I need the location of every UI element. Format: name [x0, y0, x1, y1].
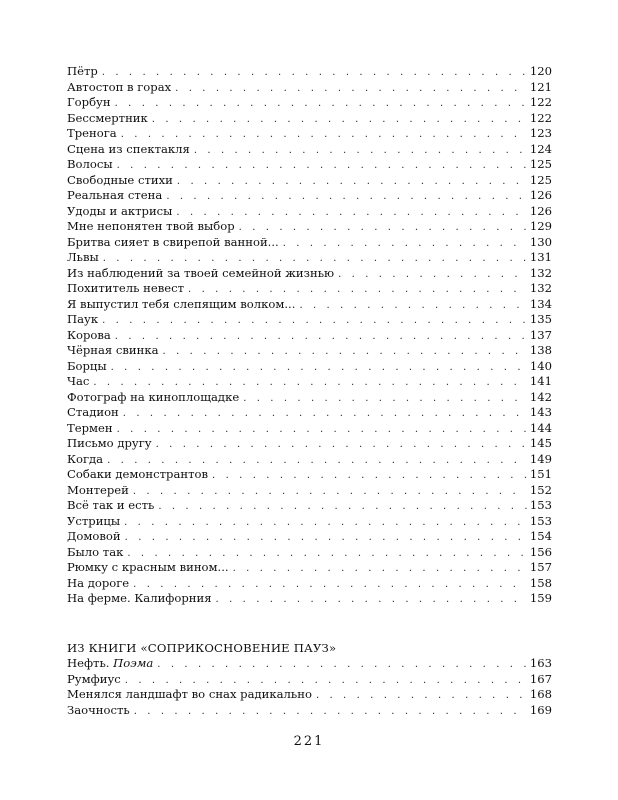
toc-entry	[67, 545, 552, 561]
toc-entry	[67, 64, 552, 80]
toc-entry	[67, 111, 552, 127]
toc-entry-page: 142	[529, 389, 552, 404]
toc-entry	[67, 250, 552, 266]
toc-entry-title	[67, 421, 117, 437]
dot-leader	[188, 282, 527, 298]
toc-entry	[67, 266, 552, 282]
dot-leader	[127, 546, 527, 562]
toc-entry-title-text: Реальная стена	[67, 188, 163, 202]
toc-entry-page: 144	[529, 420, 552, 435]
toc-entry-title-text: Сцена из спектакля	[67, 141, 190, 156]
toc-entry-title-text: Нефть.	[67, 656, 110, 670]
toc-entry-title	[67, 703, 134, 719]
toc-entry-title	[67, 560, 233, 576]
toc-entry-page: 141	[529, 374, 552, 388]
toc-entry-title-text: Похититель невест	[67, 281, 185, 295]
toc-entry-title	[67, 687, 316, 703]
dot-leader	[107, 453, 527, 469]
toc-entry-title-text: Письмо другу	[67, 436, 152, 450]
page-number: 221	[293, 734, 325, 749]
toc-entry-page: 125	[529, 157, 552, 171]
toc-entry	[67, 436, 552, 452]
toc-entry-page: 138	[529, 343, 552, 357]
toc-entry-title-text: Мне непонятен твой выбор	[67, 219, 235, 233]
toc-entry-title-text: Рюмку с красным вином...	[67, 560, 229, 574]
toc-entry-title	[67, 312, 102, 328]
toc-entry	[67, 672, 552, 688]
toc-entry	[67, 374, 552, 390]
toc-entry-title-text: На ферме. Калифорния	[67, 591, 212, 605]
dot-leader	[125, 673, 527, 689]
toc-entry-page: 135	[529, 312, 552, 326]
dot-leader	[121, 127, 527, 143]
toc-entry	[67, 687, 552, 703]
dot-leader	[134, 704, 527, 720]
section-table-of-contents	[67, 656, 552, 718]
toc-entry-page: 122	[529, 110, 552, 125]
dot-leader	[243, 391, 527, 407]
toc-entry	[67, 204, 552, 220]
toc-entry-title	[67, 436, 156, 452]
toc-entry	[67, 297, 552, 313]
toc-entry-title	[67, 235, 283, 251]
toc-entry-page: 143	[529, 405, 552, 419]
toc-entry-title	[67, 405, 123, 421]
dot-leader	[157, 657, 527, 673]
dot-leader	[133, 484, 527, 500]
dot-leader	[93, 375, 526, 391]
dot-leader	[117, 422, 527, 438]
dot-leader	[117, 158, 527, 174]
toc-entry-title-text: Волосы	[67, 157, 113, 171]
dot-leader	[176, 205, 526, 221]
toc-entry-title-text: Румфиус	[67, 671, 121, 686]
toc-entry-title-text: Когда	[67, 451, 104, 466]
toc-entry-title	[67, 281, 188, 297]
dot-leader	[124, 515, 527, 531]
toc-entry-page: 152	[529, 482, 552, 497]
toc-entry-title-text: Из наблюдений за твоей семейной жизнью	[67, 265, 335, 280]
toc-entry-page: 140	[529, 358, 552, 373]
toc-entry-title	[67, 80, 175, 96]
toc-entry-title	[67, 374, 93, 390]
toc-entry-page: 130	[529, 234, 552, 249]
toc-entry-page: 122	[529, 95, 552, 109]
dot-leader	[177, 174, 527, 190]
dot-leader	[239, 220, 527, 236]
toc-entry	[67, 235, 552, 251]
toc-entry	[67, 529, 552, 545]
section-heading: ИЗ КНИГИ «СОПРИКОСНОВЕНИЕ ПАУЗ»	[67, 641, 337, 655]
toc-entry-title	[67, 204, 176, 220]
toc-entry-page: 153	[529, 513, 552, 528]
dot-leader	[152, 112, 527, 128]
toc-entry-title-text: Горбун	[67, 95, 111, 109]
dot-leader	[166, 189, 527, 205]
toc-entry	[67, 157, 552, 173]
toc-entry-title-text: Термен	[67, 420, 113, 435]
toc-entry	[67, 188, 552, 204]
toc-entry-title	[67, 219, 239, 235]
toc-entry	[67, 281, 552, 297]
dot-leader	[283, 236, 527, 252]
toc-entry	[67, 80, 552, 96]
toc-entry-title-text: Львы	[67, 250, 99, 264]
toc-entry-title-text: Заочность	[67, 702, 130, 717]
toc-entry-page: 163	[529, 656, 552, 670]
toc-entry	[67, 343, 552, 359]
toc-entry-title-text: Борцы	[67, 358, 107, 373]
toc-entry-title-text: Бритва сияет в свирепой ванной...	[67, 234, 279, 249]
toc-entry	[67, 498, 552, 514]
dot-leader	[102, 65, 527, 81]
toc-entry-page: 123	[529, 126, 552, 140]
toc-entry	[67, 656, 552, 672]
toc-entry-page: 158	[529, 575, 552, 590]
toc-entry-title	[67, 591, 216, 607]
toc-entry-page: 167	[529, 671, 552, 686]
toc-entry-title-text: Час	[67, 374, 90, 388]
toc-entry-title-text: Фотограф на киноплощадке	[67, 389, 240, 404]
toc-entry-title-text: Было так	[67, 544, 124, 559]
dot-leader	[233, 561, 527, 577]
toc-entry-title	[67, 467, 212, 483]
toc-entry	[67, 560, 552, 576]
toc-entry-title	[67, 126, 121, 142]
toc-entry-page: 131	[529, 250, 552, 264]
toc-entry-title-text: Тренога	[67, 126, 117, 140]
toc-entry-page: 159	[529, 591, 552, 605]
toc-entry-title-text: Пётр	[67, 64, 98, 78]
toc-entry-title	[67, 390, 243, 406]
toc-entry-page: 154	[529, 529, 552, 543]
toc-entry-page: 156	[529, 544, 552, 559]
toc-entry-page: 124	[529, 141, 552, 156]
toc-entry-title	[67, 297, 299, 313]
toc-entry-page: 169	[529, 702, 552, 717]
dot-leader	[338, 267, 527, 283]
toc-entry	[67, 142, 552, 158]
toc-entry	[67, 452, 552, 468]
dot-leader	[123, 406, 527, 422]
toc-entry	[67, 95, 552, 111]
toc-entry	[67, 328, 552, 344]
toc-entry	[67, 359, 552, 375]
toc-entry-page: 149	[529, 451, 552, 466]
toc-entry-title-text: Монтерей	[67, 482, 129, 497]
toc-entry-title-text: Домовой	[67, 529, 121, 543]
toc-entry-page: 126	[529, 188, 552, 202]
dot-leader	[156, 437, 527, 453]
toc-entry-title	[67, 95, 115, 111]
toc-entry-page: 153	[529, 498, 552, 512]
toc-entry-title-text: Менялся ландшафт во снах радикально	[67, 687, 312, 701]
toc-entry-title-text: На дороге	[67, 575, 130, 590]
toc-entry	[67, 591, 552, 607]
dot-leader	[115, 329, 527, 345]
toc-entry	[67, 421, 552, 437]
toc-entry-title-text: Стадион	[67, 405, 119, 419]
dot-leader	[125, 530, 527, 546]
toc-entry-title	[67, 328, 115, 344]
toc-entry-page: 157	[529, 560, 552, 574]
toc-entry-page: 129	[529, 219, 552, 233]
toc-entry	[67, 219, 552, 235]
toc-entry-title	[67, 545, 127, 561]
toc-entry-page: 125	[529, 172, 552, 187]
toc-entry-title	[67, 672, 125, 688]
toc-entry-title-text: Устрицы	[67, 513, 121, 528]
toc-entry-page: 137	[529, 327, 552, 342]
toc-entry-page: 145	[529, 436, 552, 450]
toc-entry-title	[67, 173, 177, 189]
toc-entry-title	[67, 157, 117, 173]
toc-entry-title-text: Свободные стихи	[67, 172, 173, 187]
toc-entry-title	[67, 529, 125, 545]
toc-entry-title	[67, 656, 157, 672]
toc-entry-title	[67, 359, 111, 375]
toc-entry-title	[67, 142, 194, 158]
dot-leader	[316, 688, 527, 704]
toc-entry-title	[67, 64, 102, 80]
toc-entry-title-text: Автостоп в горах	[67, 79, 172, 94]
toc-entry-title-text: Корова	[67, 327, 111, 342]
toc-entry-title	[67, 498, 158, 514]
toc-entry-title-text: Паук	[67, 312, 99, 326]
toc-entry-title	[67, 483, 133, 499]
toc-entry-title	[67, 343, 163, 359]
dot-leader	[133, 577, 527, 593]
toc-entry-page: 120	[529, 64, 552, 78]
toc-entry	[67, 483, 552, 499]
toc-entry	[67, 576, 552, 592]
toc-entry-page: 168	[529, 687, 552, 701]
toc-entry-page: 126	[529, 203, 552, 218]
toc-entry-page: 121	[529, 79, 552, 94]
toc-entry	[67, 126, 552, 142]
toc-entry-title	[67, 111, 152, 127]
dot-leader	[299, 298, 526, 314]
toc-entry-title	[67, 514, 124, 530]
dot-leader	[194, 143, 527, 159]
toc-entry	[67, 390, 552, 406]
toc-entry-title	[67, 576, 133, 592]
toc-entry-title	[67, 452, 107, 468]
toc-entry-page: 134	[529, 296, 552, 311]
toc-entry	[67, 173, 552, 189]
table-of-contents	[67, 64, 552, 607]
toc-entry-page: 151	[529, 467, 552, 481]
toc-entry	[67, 467, 552, 483]
toc-entry-title-text: Бессмертник	[67, 110, 148, 125]
toc-entry-title-text: Я выпустил тебя слепящим волком...	[67, 296, 296, 311]
toc-entry-title-text: Чёрная свинка	[67, 343, 159, 357]
toc-entry-page: 132	[529, 265, 552, 280]
toc-entry	[67, 312, 552, 328]
toc-entry	[67, 514, 552, 530]
dot-leader	[103, 251, 527, 267]
dot-leader	[158, 499, 527, 515]
toc-entry-title	[67, 250, 103, 266]
toc-entry	[67, 405, 552, 421]
toc-entry-page: 132	[529, 281, 552, 295]
dot-leader	[163, 344, 527, 360]
dot-leader	[115, 96, 527, 112]
toc-entry-subtitle: Поэма	[113, 656, 154, 670]
dot-leader	[216, 592, 527, 608]
toc-entry-title-text: Всё так и есть	[67, 498, 155, 512]
toc-entry	[67, 703, 552, 719]
dot-leader	[212, 468, 527, 484]
dot-leader	[111, 360, 527, 376]
toc-entry-title	[67, 188, 166, 204]
toc-entry-title-text: Собаки демонстрантов	[67, 467, 209, 481]
dot-leader	[102, 313, 527, 329]
toc-entry-title-text: Удоды и актрисы	[67, 203, 173, 218]
toc-entry-title	[67, 266, 338, 282]
dot-leader	[175, 81, 527, 97]
